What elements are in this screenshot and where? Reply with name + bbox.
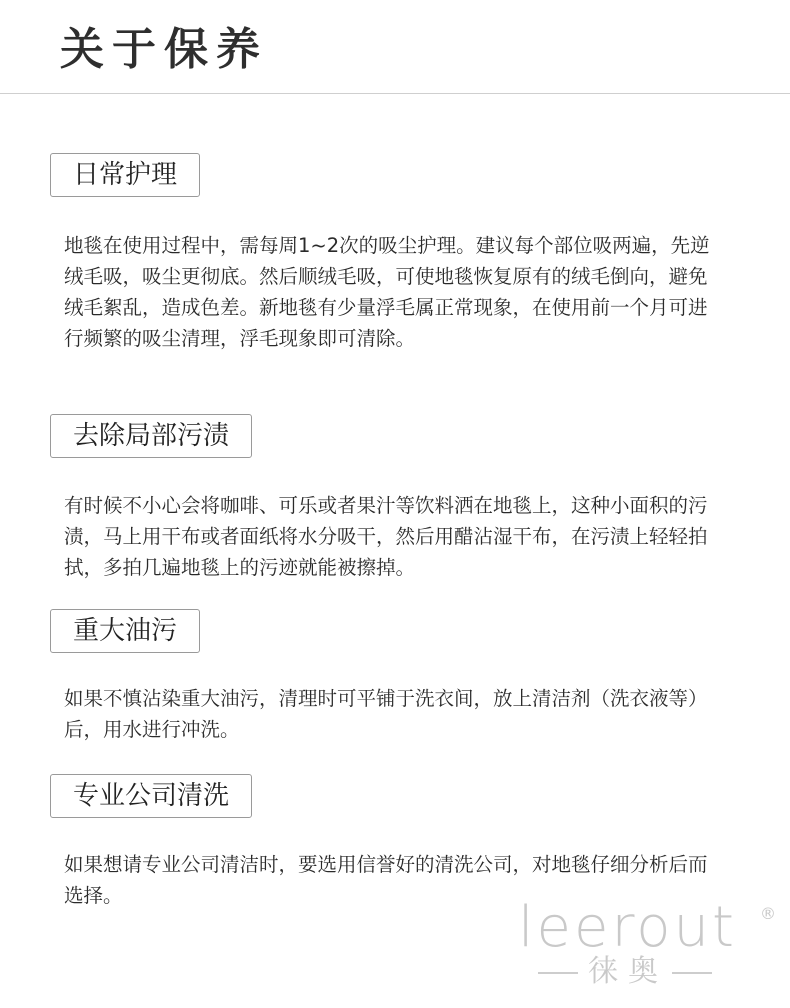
section-label-daily-care: 日常护理: [50, 153, 200, 197]
watermark-left-line: [538, 972, 578, 974]
section-text-local-stains: 有时候不小心会将咖啡、可乐或者果汁等饮料洒在地毯上，这种小面积的污渍，马上用干布或者面纸将水分吸干，然后用醋沾湿干布，在污渍上轻轻拍拭，多拍几遍地毯上的污迹就能被擦掉。: [64, 494, 708, 579]
section-label-heavy-oil: 重大油污: [50, 609, 200, 653]
watermark-brand-text: leerout: [518, 895, 737, 960]
page-title: 关于保养: [60, 24, 268, 75]
section-label-professional-cleaning: 专业公司清洗: [50, 774, 252, 818]
watermark-right-line: [672, 972, 712, 974]
title-divider: [0, 93, 790, 94]
section-label-local-stains: 去除局部污渍: [50, 414, 252, 458]
section-text-daily-care: 地毯在使用过程中，需每周1~2次的吸尘护理。建议每个部位吸两遍，先逆绒毛吸，吸尘更彻底。然后顺绒毛吸，可使地毯恢复原有的绒毛倒向，避免绒毛絮乱，造成色差。新地毯有少量浮毛属正常现象，在使用前一个月可进行频繁的吸尘清理，浮毛现象即可清除。: [64, 234, 710, 350]
watermark-registered-mark: ®: [760, 904, 776, 923]
watermark-chinese-text: 徕奥: [588, 954, 668, 989]
section-text-professional-cleaning: 如果想请专业公司清洁时，要选用信誉好的清洗公司，对地毯仔细分析后而选择。: [64, 853, 708, 907]
brand-watermark-logo: [518, 895, 780, 998]
section-text-heavy-oil: 如果不慎沾染重大油污，清理时可平铺于洗衣间，放上清洁剂（洗衣液等）后，用水进行冲洗。: [64, 687, 708, 741]
